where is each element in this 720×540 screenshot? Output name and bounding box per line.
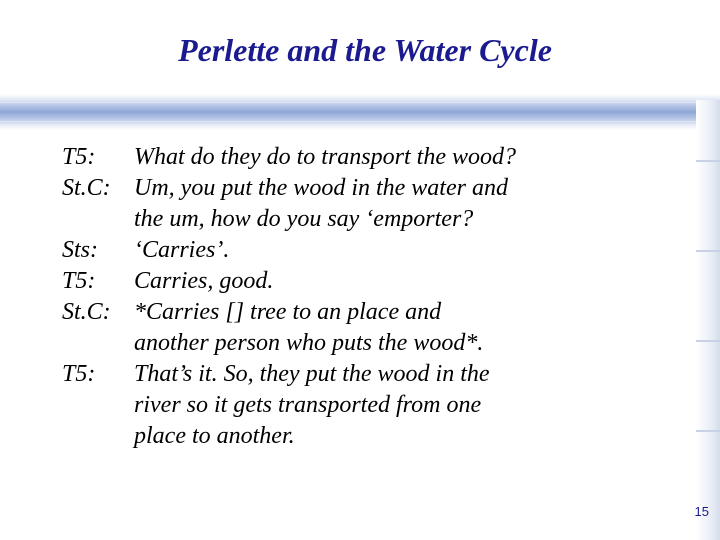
utterance-line: place to another. [134,423,295,449]
dialogue-turn [62,359,682,452]
title-divider-band [0,94,720,130]
right-edge-decoration [696,100,720,540]
slide-title: Perlette and the Water Cycle [178,32,552,68]
page-number: 15 [694,504,709,519]
dialogue-transcript [62,142,682,452]
utterance-line: Um, you put the wood in the water and [134,175,508,201]
utterance-line: That’s it. So, they put the wood in the [134,361,490,387]
utterance-line: another person who puts the wood*. [134,330,484,356]
dialogue-turn [62,173,682,235]
speaker-label: Sts: [62,237,98,263]
utterance-line: ‘Carries’. [134,237,230,263]
speaker-label: St.C: [62,299,111,325]
speaker-label: St.C: [62,175,111,201]
utterance-line: river so it gets transported from one [134,392,482,418]
speaker-label: T5: [62,268,96,294]
utterance-line: the um, how do you say ‘emporter? [134,206,474,232]
dialogue-turn [62,297,682,359]
speaker-label: T5: [62,361,96,387]
dialogue-turn [62,142,682,173]
dialogue-turn [62,235,682,266]
speaker-label: T5: [62,144,96,170]
dialogue-turn [62,266,682,297]
utterance-line: Carries, good. [134,268,274,294]
utterance-line: What do they do to transport the wood? [134,144,516,170]
utterance-line: *Carries [] tree to an place and [134,299,442,325]
